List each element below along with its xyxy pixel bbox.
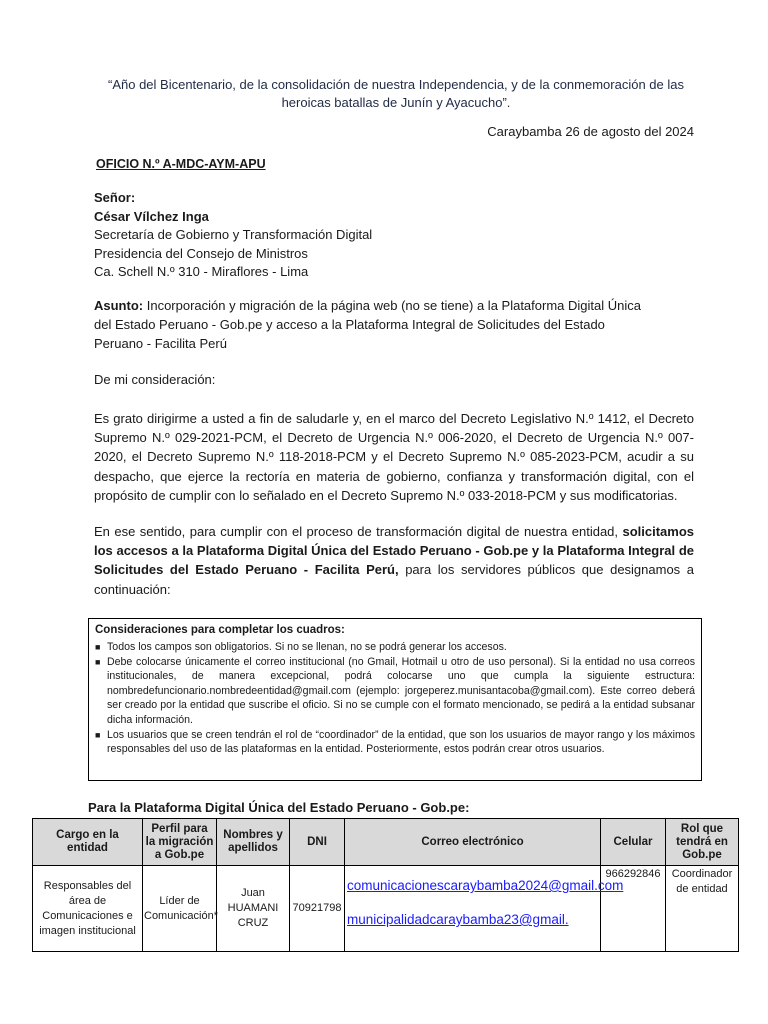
- recipient-salutation: Señor:: [94, 190, 136, 205]
- header-cargo: Cargo en la entidad: [33, 819, 143, 866]
- table-row: [33, 866, 739, 952]
- header-rol: Rol que tendrá en Gob.pe: [666, 819, 739, 866]
- body-paragraph-1: Es grato dirigirme a usted a fin de saludarle y, en el marco del Decreto Legislativo N.º 1412, el Decreto Supremo N.º 029-2021-PCM, el Decreto de Urgencia N.º 006-2020, el Decreto de Urgencia N.º 007-2020, el Decreto Supremo N.º 118-2018-PCM y el Decreto Supremo N.º 085-2023-PCM, acudir a su despacho, que ejerce la rectoría en materia de gobierno, confianza y transformación digital, con el propósito de cumplir con lo señalado en el Decreto Supremo N.º 033-2018-PCM y sus modificatorias.: [94, 411, 694, 503]
- considerations-box: [88, 618, 702, 781]
- users-table: [32, 818, 739, 952]
- recipient-name: César Vílchez Inga: [94, 208, 209, 224]
- subject-label: Asunto:: [94, 298, 144, 313]
- cell-perfil: Líder de Comunicación*: [143, 866, 217, 952]
- square-bullet-icon: ■: [95, 642, 101, 652]
- recipient-block: [94, 189, 372, 282]
- recipient-institution: Presidencia del Consejo de Ministros: [94, 245, 308, 261]
- year-motto: “Año del Bicentenario, de la consolidación de nuestra Independencia, y de la conmemoración de las heroicas batallas de Junín y Ayacucho”.: [108, 77, 684, 110]
- header-correo: Correo electrónico: [345, 819, 601, 866]
- cell-nombre: Juan HUAMANI CRUZ: [217, 866, 290, 952]
- square-bullet-icon: ■: [95, 729, 101, 740]
- oficio-number: OFICIO N.º A-MDC-AYM-APU: [96, 157, 266, 171]
- subject-text: Incorporación y migración de la página web (no se tiene) a la Plataforma Digital Única del Estado Peruano - Gob.pe y acceso a la Plataforma Integral de Solicitudes del Estado Peruano - Facilita Perú: [94, 298, 641, 351]
- consideration-item: ■ Los usuarios que se creen tendrán el rol de “coordinador” de la entidad, que son los usuarios de mayor rango y los máximos responsables del uso de las plataformas en la entidad. Posteriormente, estos podrán crear otros usuarios.: [95, 728, 695, 756]
- cell-celular: 966292846: [601, 866, 666, 952]
- cell-rol: Coordinador de entidad: [666, 866, 739, 952]
- header-nombres: Nombres y apellidos: [217, 819, 290, 866]
- header-dni: DNI: [290, 819, 345, 866]
- consideration-item: ■ Debe colocarse únicamente el correo institucional (no Gmail, Hotmail u otro de uso personal). Si la entidad no usa correos institucionales, de manera excepcional, podrá colocarse uno que cumpla la siguiente estructura: nombredefuncionario.nombredeentidad@gmail.com (ejemplo: jorgeperez.munisantacoba@gmail.com). Este correo deberá ser creado por la entidad que suscribe el oficio. Si no se cumple con el formato mencionado, se pedirá a la entidad subsanar dicha información.: [95, 655, 695, 726]
- email-link[interactable]: municipalidadcaraybamba23@gmail.: [347, 912, 569, 927]
- consideration-item: ■ Todos los campos son obligatorios. Si no se llenan, no se podrá generar los accesos.: [95, 641, 507, 653]
- paragraph-2-intro: En ese sentido, para cumplir con el proceso de transformación digital de nuestra entidad,: [94, 524, 623, 539]
- email-link[interactable]: comunicacionescaraybamba2024@gmail.com: [347, 878, 624, 893]
- paragraph-2-request: solicitamos los accesos a la Plataforma Digital Única del Estado Peruano - Gob.pe y la Plataforma Integral de Solicitudes del Estado Peruano - Facilita Perú,: [94, 524, 694, 578]
- recipient-office: Secretaría de Gobierno y Transformación Digital: [94, 227, 373, 242]
- header-celular: Celular: [601, 819, 666, 866]
- body-paragraph-2: [94, 522, 694, 599]
- table-title: Para la Plataforma Digital Única del Estado Peruano - Gob.pe:: [88, 800, 470, 815]
- cell-dni: 70921798: [290, 866, 345, 952]
- date-line: Caraybamba 26 de agosto del 2024: [487, 124, 694, 139]
- table-header-row: [33, 819, 739, 866]
- paragraph-2-outro: para los servidores públicos que designamos a continuación:: [94, 562, 694, 597]
- subject-block: [94, 296, 654, 353]
- considerations-title: Consideraciones para completar los cuadros:: [95, 624, 345, 636]
- considerations-list: [95, 640, 695, 757]
- greeting: De mi consideración:: [94, 372, 216, 387]
- cell-correo: [345, 866, 624, 952]
- square-bullet-icon: ■: [95, 656, 101, 667]
- header-perfil: Perfil para la migración a Gob.pe: [143, 819, 217, 866]
- cell-cargo: Responsables del área de Comunicaciones e imagen institucional: [33, 866, 143, 952]
- recipient-address: Ca. Schell N.º 310 - Miraflores - Lima: [94, 264, 309, 279]
